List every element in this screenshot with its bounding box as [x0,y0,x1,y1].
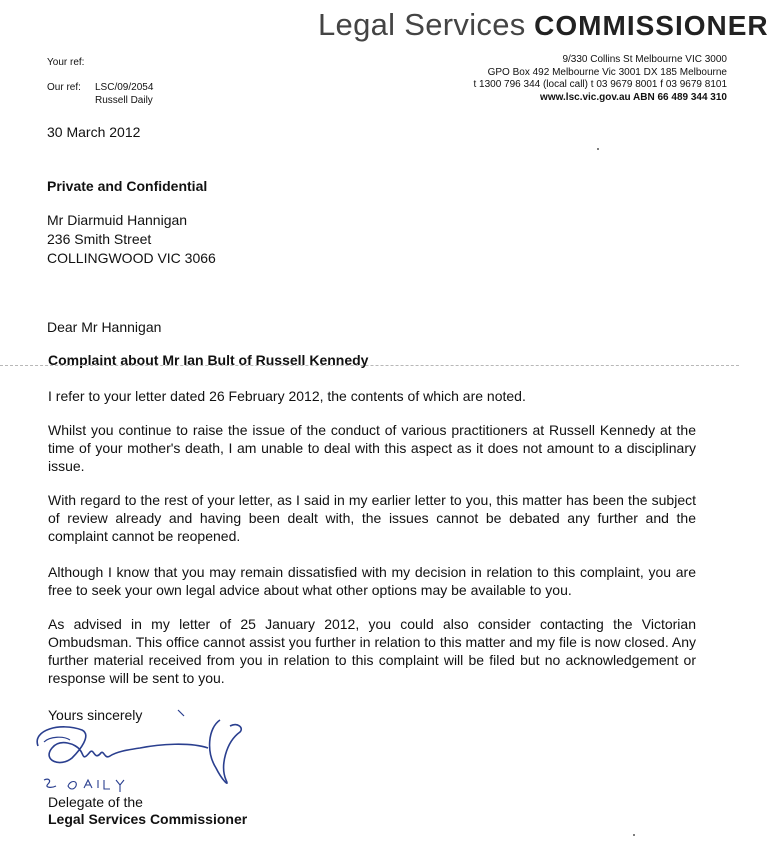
body-paragraph-5: As advised in my letter of 25 January 2012, you could also consider contacting the Victorian Ombudsman. This office cannot assist you further in relation to this matter and my file is now closed. Any further material received from you in relation to this complaint will be filed but no acknowledgement or response will be sent to you. [48,616,696,686]
confidential-heading: Private and Confidential [47,178,208,194]
scan-artifact-line [0,365,739,366]
body-paragraph-3: With regard to the rest of your letter, as I said in my earlier letter to you, this matter has been the subject of review already and having been dealt with, the issues cannot be debated any further and the complaint cannot be reopened. [48,492,696,544]
subject-line: Complaint about Mr Ian Bult of Russell Kennedy [48,352,369,368]
scan-speck [597,148,599,150]
salutation: Dear Mr Hannigan [47,319,162,335]
scan-speck [633,834,635,836]
letterhead-logo [318,6,769,45]
body-paragraph-1: I refer to your letter dated 26 February 2012, the contents of which are noted. [48,388,526,404]
our-ref-label: Our ref: [47,82,81,93]
website-abn-line: www.lsc.vic.gov.au ABN 66 489 344 310 [540,91,727,103]
address-line: t 1300 796 344 (local call) t 03 9679 8001 f 03 9679 8101 [473,79,727,91]
address-line: GPO Box 492 Melbourne Vic 3001 DX 185 Melbourne [487,66,727,78]
handwritten-signature [30,708,260,798]
logo-bold-text: COMMISSIONER [534,10,769,41]
our-ref-value: LSC/09/2054 [95,82,154,93]
body-paragraph-4: Although I know that you may remain dissatisfied with my decision in relation to this complaint, you are free to seek your own legal advice about what other options may be available to you. [48,564,696,598]
our-ref-name: Russell Daily [95,95,153,106]
signoff-line-2: Legal Services Commissioner [48,811,248,827]
body-paragraph-2: Whilst you continue to raise the issue of the conduct of various practitioners at Russell Kennedy at the time of your mother's death, I am unable to deal with this aspect as it does not amount to a disciplinary issue. [48,422,696,474]
recipient-name: Mr Diarmuid Hannigan [47,212,188,228]
closing: Yours sincerely [48,707,143,723]
your-ref-label: Your ref: [47,57,85,68]
letter-date: 30 March 2012 [47,124,141,140]
signoff-line-1: Delegate of the [48,794,143,810]
recipient-city: COLLINGWOOD VIC 3066 [47,250,216,266]
recipient-street: 236 Smith Street [47,231,152,247]
letterhead-address [473,54,727,104]
address-line: 9/330 Collins St Melbourne VIC 3000 [562,54,727,65]
recipient-address [47,211,216,268]
logo-light-text: Legal Services [318,7,526,42]
